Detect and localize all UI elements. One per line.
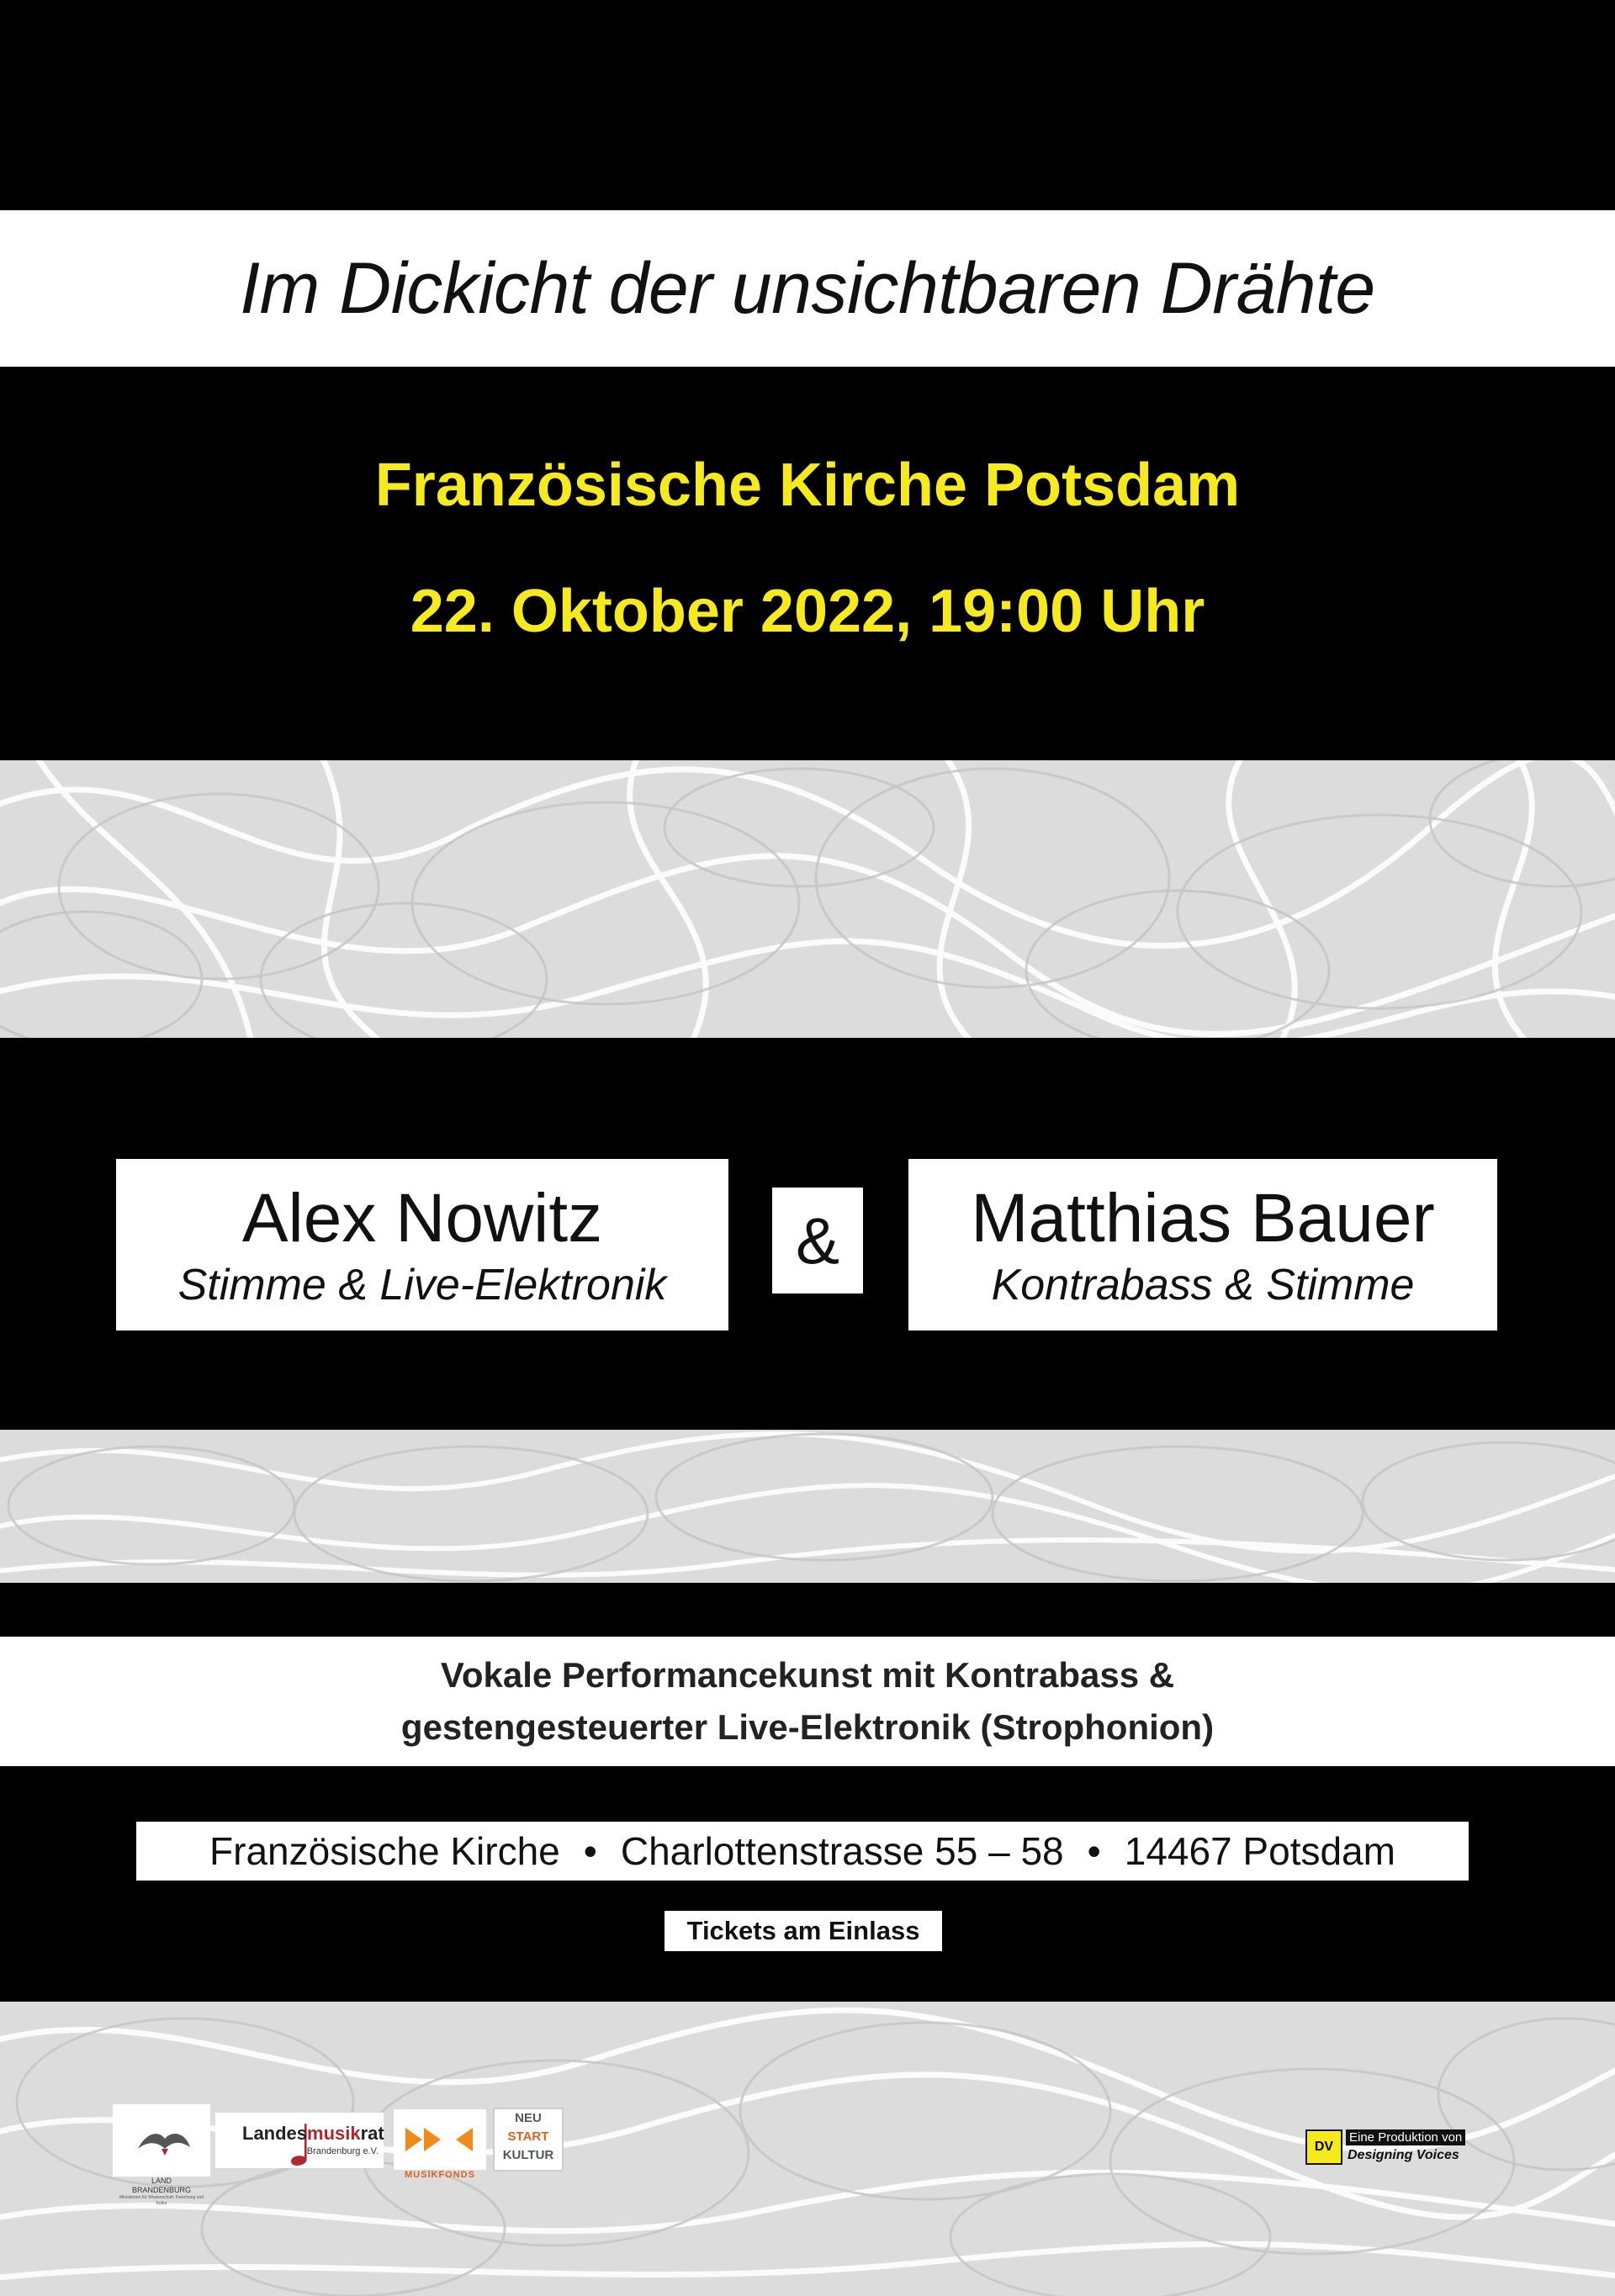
landesmusikrat-logo bbox=[215, 2113, 384, 2168]
performer-name: Alex Nowitz bbox=[241, 1180, 603, 1256]
landesmusikrat-name-b: musik bbox=[307, 2123, 361, 2144]
poster-title: Im Dickicht der unsichtbaren Drähte bbox=[240, 247, 1375, 329]
dv-line-1: Eine Produktion von bbox=[1346, 2129, 1465, 2145]
date-heading: 22. Oktober 2022, 19:00 Uhr bbox=[410, 578, 1205, 645]
address-band bbox=[0, 1766, 1615, 2002]
dv-line-2: Designing Voices bbox=[1348, 2148, 1459, 2162]
performer-role: Stimme & Live-Elektronik bbox=[177, 1261, 667, 1309]
musikfonds-arrows-icon bbox=[394, 2109, 486, 2170]
landesmusikrat-name-c: rat bbox=[360, 2123, 384, 2144]
tickets-label: Tickets am Einlass bbox=[665, 1911, 942, 1951]
landesmusikrat-name-a: Landes bbox=[242, 2123, 308, 2144]
venue-band bbox=[0, 367, 1615, 760]
wire-texture-image bbox=[0, 1430, 1615, 1583]
performers-band bbox=[0, 1038, 1615, 1430]
wire-texture-band-3 bbox=[0, 2002, 1615, 2296]
designing-voices-logo bbox=[1305, 2128, 1497, 2166]
neustart-kultur-logo bbox=[493, 2108, 564, 2172]
description-line-2: gestengesteuerter Live-Elektronik (Strophonion) bbox=[400, 1707, 1215, 1747]
address-separator: • bbox=[583, 1829, 597, 1873]
ampersand-box: & bbox=[772, 1188, 863, 1293]
description bbox=[0, 1637, 1615, 1766]
description-line-1: Vokale Performancekunst mit Kontrabass & bbox=[440, 1655, 1175, 1695]
venue-heading: Französische Kirche Potsdam bbox=[374, 452, 1241, 519]
performer-box-matthias-bauer bbox=[908, 1159, 1497, 1331]
top-black-band bbox=[0, 0, 1615, 210]
address-street: Charlottenstrasse 55 – 58 bbox=[620, 1829, 1064, 1873]
eagle-icon bbox=[113, 2104, 210, 2177]
wire-texture-band-1 bbox=[0, 760, 1615, 1038]
wire-texture-image bbox=[0, 760, 1615, 1038]
brandenburg-line-1: LAND bbox=[151, 2177, 172, 2185]
landesmusikrat-sub: Brandenburg e.V. bbox=[306, 2146, 379, 2156]
address-separator: • bbox=[1087, 1829, 1101, 1873]
title-band bbox=[0, 210, 1615, 367]
brandenburg-line-3: Ministerium für Wissenschaft, Forschung und Kultur bbox=[119, 2195, 204, 2206]
performer-role: Kontrabass & Stimme bbox=[991, 1261, 1415, 1309]
land-brandenburg-logo bbox=[113, 2104, 210, 2206]
musikfonds-logo bbox=[394, 2109, 486, 2180]
brandenburg-line-2: BRANDENBURG bbox=[131, 2186, 191, 2194]
dv-mark: DV bbox=[1305, 2129, 1342, 2165]
performer-name: Matthias Bauer bbox=[971, 1180, 1435, 1256]
neustart-line-2: START bbox=[507, 2129, 549, 2144]
neustart-line-3: KULTUR bbox=[502, 2148, 554, 2162]
address-box bbox=[136, 1822, 1469, 1881]
address-city: 14467 Potsdam bbox=[1124, 1829, 1395, 1873]
neustart-line-1: NEU bbox=[515, 2111, 542, 2125]
description-band bbox=[0, 1637, 1615, 1766]
performer-box-alex-nowitz bbox=[116, 1159, 728, 1331]
musikfonds-label: MUSIKFONDS bbox=[405, 2170, 475, 2180]
landesmusikrat-name bbox=[242, 2123, 384, 2145]
wire-texture-band-2 bbox=[0, 1430, 1615, 1583]
spacer-band bbox=[0, 1583, 1615, 1637]
address-place: Französische Kirche bbox=[209, 1829, 560, 1873]
